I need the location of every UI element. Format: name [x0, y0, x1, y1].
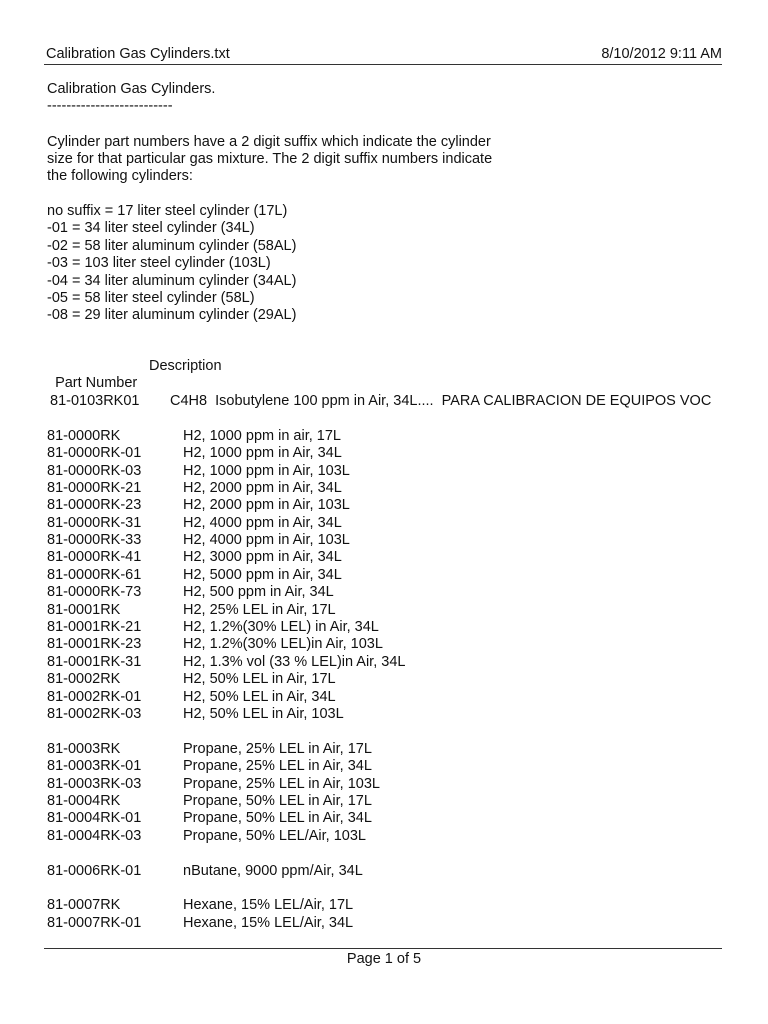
part-number: 81-0007RK	[47, 897, 121, 913]
part-number: 81-0001RK-21	[47, 619, 142, 635]
description: Propane, 25% LEL in Air, 34L	[183, 758, 372, 774]
description: H2, 1.3% vol (33 % LEL)in Air, 34L	[183, 654, 406, 670]
description-header: Description	[149, 358, 222, 374]
table-row	[47, 671, 727, 688]
description: H2, 4000 ppm in Air, 103L	[183, 532, 350, 548]
table-row	[47, 515, 727, 532]
intro-heading: Calibration Gas Cylinders.	[47, 81, 216, 97]
part-number-header: Part Number	[55, 375, 138, 392]
table-row	[47, 915, 727, 932]
part-number: 81-0000RK-61	[47, 567, 142, 583]
description: Propane, 50% LEL in Air, 34L	[183, 810, 372, 826]
description: H2, 2000 ppm in Air, 103L	[183, 497, 350, 513]
table-row	[47, 428, 727, 445]
part-number: 81-0004RK-03	[47, 828, 142, 844]
table-row	[47, 619, 727, 636]
suffix-item: no suffix = 17 liter steel cylinder (17L)	[47, 203, 288, 219]
part-number: 81-0002RK	[47, 671, 121, 687]
description: H2, 5000 ppm in Air, 34L	[183, 567, 342, 583]
part-number: 81-0000RK-33	[47, 532, 142, 548]
header-divider	[44, 64, 722, 65]
description: Propane, 50% LEL/Air, 103L	[183, 828, 366, 844]
part-number: 81-0003RK-01	[47, 758, 142, 774]
part-number: 81-0004RK-01	[47, 810, 142, 826]
table-row	[47, 463, 727, 480]
part-number: 81-0002RK-01	[47, 689, 142, 705]
description: H2, 3000 ppm in Air, 34L	[183, 549, 342, 565]
part-number: 81-0103RK01	[50, 393, 140, 409]
table-row	[47, 567, 727, 584]
table-row	[50, 393, 722, 411]
table-row	[47, 549, 727, 566]
table-row	[47, 828, 727, 845]
table-row	[47, 897, 727, 914]
table-row	[47, 497, 727, 514]
table-row	[47, 654, 727, 671]
part-number: 81-0000RK-31	[47, 515, 142, 531]
table-row	[47, 480, 727, 497]
part-number: 81-0006RK-01	[47, 863, 142, 879]
description: H2, 25% LEL in Air, 17L	[183, 602, 336, 618]
description: H2, 1.2%(30% LEL)in Air, 103L	[183, 636, 383, 652]
suffix-item: -02 = 58 liter aluminum cylinder (58AL)	[47, 238, 297, 254]
suffix-item: -04 = 34 liter aluminum cylinder (34AL)	[47, 273, 297, 289]
intro-paragraph-line: Cylinder part numbers have a 2 digit suffix which indicate the cylinder	[47, 134, 491, 150]
suffix-item: -01 = 34 liter steel cylinder (34L)	[47, 220, 255, 236]
part-number: 81-0004RK	[47, 793, 121, 809]
table-row	[47, 602, 727, 619]
description: Propane, 25% LEL in Air, 17L	[183, 741, 372, 757]
part-number: 81-0002RK-03	[47, 706, 142, 722]
part-number: 81-0001RK-31	[47, 654, 142, 670]
description: H2, 50% LEL in Air, 17L	[183, 671, 336, 687]
description: H2, 50% LEL in Air, 103L	[183, 706, 344, 722]
table-row	[47, 636, 727, 653]
part-number: 81-0000RK-23	[47, 497, 142, 513]
table-row	[47, 758, 727, 775]
suffix-item: -08 = 29 liter aluminum cylinder (29AL)	[47, 307, 297, 323]
intro-paragraph-line: size for that particular gas mixture. The 2 digit suffix numbers indicate	[47, 151, 493, 167]
table-row	[47, 706, 727, 723]
part-number: 81-0000RK-01	[47, 445, 142, 461]
part-number: 81-0003RK-03	[47, 776, 142, 792]
part-number: 81-0000RK-73	[47, 584, 142, 600]
suffix-item: -03 = 103 liter steel cylinder (103L)	[47, 255, 271, 271]
description: H2, 1000 ppm in Air, 103L	[183, 463, 350, 479]
part-number: 81-0000RK-21	[47, 480, 142, 496]
page-header	[44, 45, 722, 63]
description: H2, 4000 ppm in Air, 34L	[183, 515, 342, 531]
table-row	[47, 741, 727, 758]
description: nButane, 9000 ppm/Air, 34L	[183, 863, 363, 879]
description: H2, 2000 ppm in Air, 34L	[183, 480, 342, 496]
description: H2, 1000 ppm in air, 17L	[183, 428, 341, 444]
description: H2, 1000 ppm in Air, 34L	[183, 445, 342, 461]
document-title: Calibration Gas Cylinders.txt	[46, 46, 230, 62]
footer-divider	[44, 948, 722, 949]
description: Propane, 25% LEL in Air, 103L	[183, 776, 380, 792]
description: Hexane, 15% LEL/Air, 17L	[183, 897, 354, 913]
table-row	[47, 584, 727, 601]
table-row	[47, 776, 727, 793]
table-row	[47, 445, 727, 462]
table-row	[47, 793, 727, 810]
table-row	[47, 689, 727, 706]
description: H2, 500 ppm in Air, 34L	[183, 584, 334, 600]
part-number: 81-0003RK	[47, 741, 121, 757]
description: Hexane, 15% LEL/Air, 34L	[183, 915, 354, 931]
table-row	[47, 532, 727, 549]
description: Propane, 50% LEL in Air, 17L	[183, 793, 372, 809]
description: C4H8 Isobutylene 100 ppm in Air, 34L.... PARA CALIBRACION DE EQUIPOS VOC	[170, 393, 712, 409]
intro-underline: --------------------------	[47, 98, 173, 114]
table-row	[47, 810, 727, 827]
intro-paragraph-line: the following cylinders:	[47, 168, 193, 184]
table-row	[47, 863, 727, 880]
part-number: 81-0000RK-41	[47, 549, 142, 565]
description: H2, 50% LEL in Air, 34L	[183, 689, 336, 705]
page-number: Page 1 of 5	[346, 951, 422, 967]
part-number: 81-0001RK	[47, 602, 121, 618]
description: H2, 1.2%(30% LEL) in Air, 34L	[183, 619, 379, 635]
part-number: 81-0001RK-23	[47, 636, 142, 652]
part-number: 81-0000RK-03	[47, 463, 142, 479]
document-datetime: 8/10/2012 9:11 AM	[601, 46, 722, 62]
part-number: 81-0007RK-01	[47, 915, 142, 931]
suffix-item: -05 = 58 liter steel cylinder (58L)	[47, 290, 255, 306]
part-number: 81-0000RK	[47, 428, 121, 444]
